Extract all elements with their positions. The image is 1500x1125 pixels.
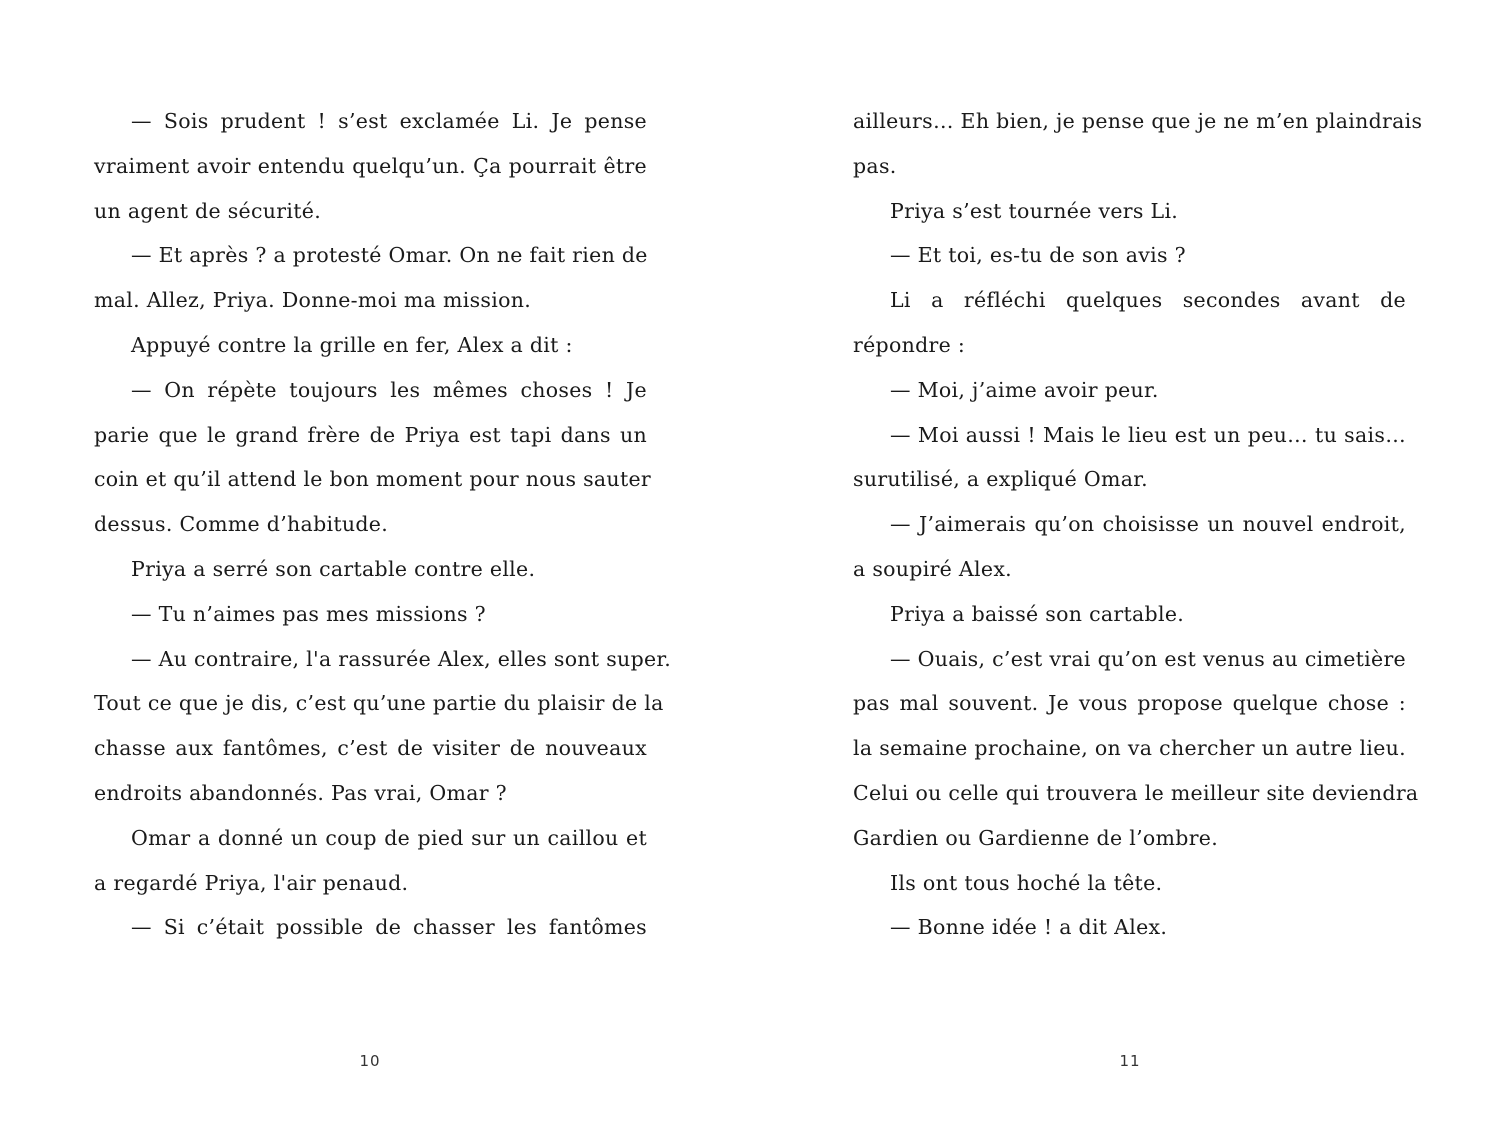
text-line: — Si c’était possible de chasser les fantômes [131,915,647,940]
text-line: chasse aux fantômes, c’est de visiter de nouveaux [94,736,647,761]
text-line: vraiment avoir entendu quelqu’un. Ça pourrait être [94,153,647,178]
text-line: — Ouais, c’est vrai qu’on est venus au cimetière [890,646,1406,671]
text-line: — Tu n’aimes pas mes missions ? [131,601,486,626]
text-line: — Moi aussi ! Mais le lieu est un peu… tu sais… [890,422,1406,447]
text-line: Tout ce que je dis, c’est qu’une partie du plaisir de la [94,691,664,716]
text-line: — Et toi, es-tu de son avis ? [890,243,1186,268]
text-line: surutilisé, a expliqué Omar. [853,467,1148,492]
right-page [750,0,1500,1125]
text-line: — Et après ? a protesté Omar. On ne fait rien de [131,243,648,268]
text-line: la semaine prochaine, on va chercher un autre lieu. [853,736,1406,761]
text-line: pas. [853,153,897,178]
text-line: Celui ou celle qui trouvera le meilleur site deviendra [853,780,1419,805]
text-line: a regardé Priya, l'air penaud. [94,870,409,895]
left-page-text [94,99,672,950]
text-line: mal. Allez, Priya. Donne-moi ma mission. [94,288,532,313]
text-line: — Bonne idée ! a dit Alex. [890,915,1168,940]
text-line: Priya s’est tournée vers Li. [890,198,1179,223]
text-line: a soupiré Alex. [853,556,1013,581]
text-line: — Au contraire, l'a rassurée Alex, elles sont super. [131,646,672,671]
text-line: endroits abandonnés. Pas vrai, Omar ? [94,780,507,805]
text-line: un agent de sécurité. [94,198,322,223]
text-line: coin et qu’il attend le bon moment pour nous sauter [94,467,652,492]
text-line: Omar a donné un coup de pied sur un caillou et [131,825,647,850]
text-line: Appuyé contre la grille en fer, Alex a dit : [131,332,573,357]
text-line: Priya a baissé son cartable. [890,601,1185,626]
text-line: — Sois prudent ! s’est exclamée Li. Je pense [131,109,647,133]
text-line: Gardien ou Gardienne de l’ombre. [853,825,1219,850]
text-line: — Moi, j’aime avoir peur. [890,377,1159,402]
page-number: 10 [359,1052,381,1070]
page-number: 11 [1119,1052,1141,1070]
text-line: dessus. Comme d’habitude. [94,512,389,537]
text-line: Li a réfléchi quelques secondes avant de [890,288,1406,313]
text-line: Ils ont tous hoché la tête. [890,870,1163,895]
right-page-text [853,99,1423,950]
text-line: parie que le grand frère de Priya est tapi dans un [94,422,647,447]
text-line: Priya a serré son cartable contre elle. [131,556,536,581]
text-line: répondre : [853,332,966,357]
text-line: ailleurs… Eh bien, je pense que je ne m’en plaindrais [853,109,1423,133]
text-line: — J’aimerais qu’on choisisse un nouvel endroit, [890,512,1406,537]
text-line: pas mal souvent. Je vous propose quelque chose : [853,691,1406,716]
text-line: — On répète toujours les mêmes choses ! Je [131,377,647,402]
